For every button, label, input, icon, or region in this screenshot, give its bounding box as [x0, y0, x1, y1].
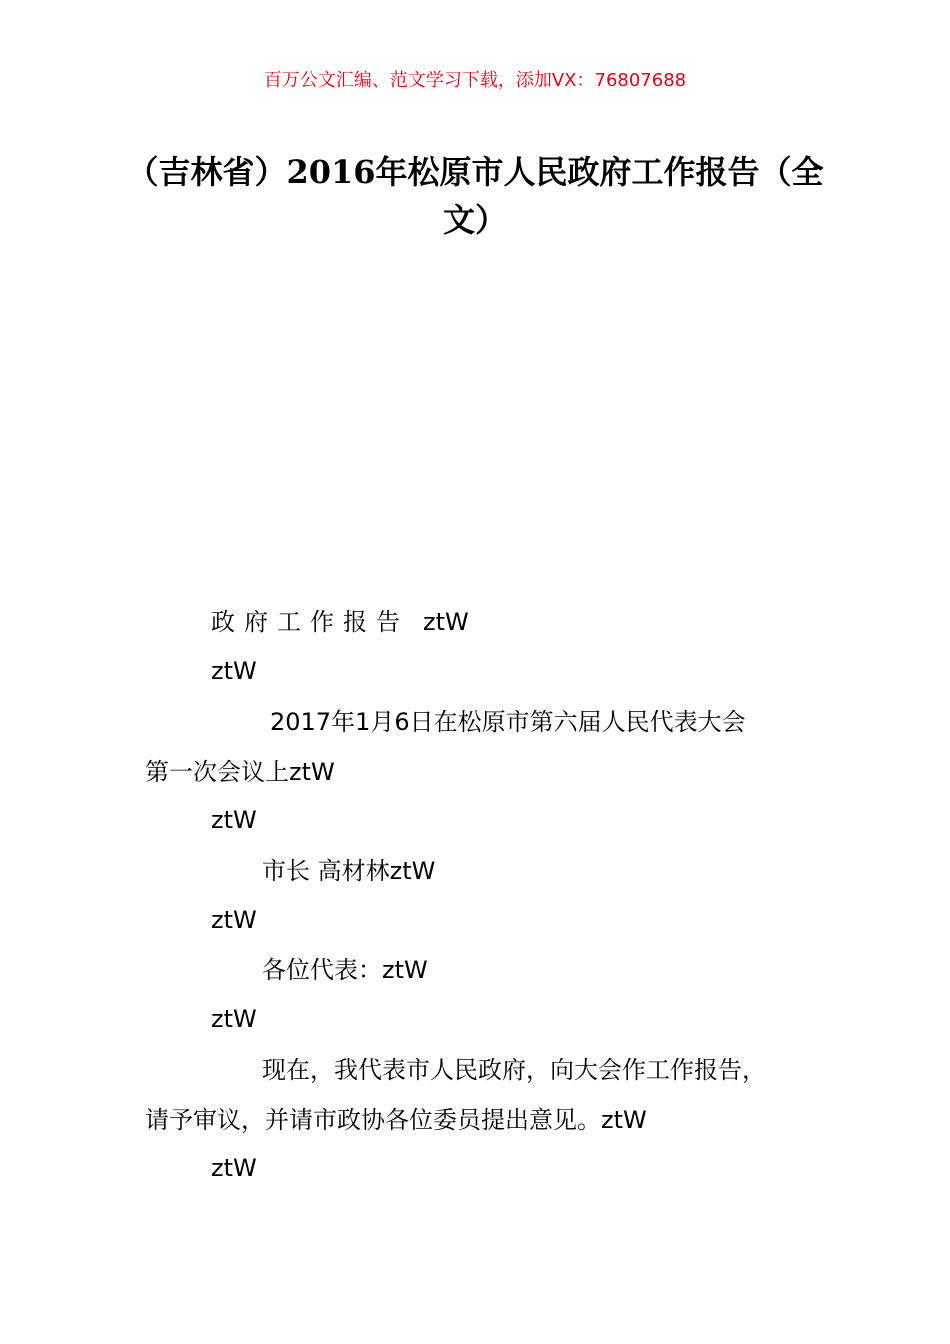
report-heading-suffix: ztW — [423, 608, 469, 636]
meeting-date-line: 2017年1月6日在松原市第六届人民代表大会 — [270, 708, 746, 736]
body-line: ztW — [211, 806, 257, 834]
speaker-line: 市长 高材林ztW — [262, 857, 436, 885]
body-line: ztW — [211, 657, 257, 685]
body-line: ztW — [211, 906, 257, 934]
header-note: 百万公文汇编、范文学习下载，添加VX：76807688 — [263, 70, 687, 91]
report-heading: 政府工作报告 — [211, 608, 409, 636]
report-heading-line — [211, 607, 469, 637]
body-line: ztW — [211, 1154, 257, 1182]
body-line: ztW — [211, 1005, 257, 1033]
meeting-name-line: 第一次会议上ztW — [145, 758, 335, 786]
document-title: （吉林省）2016年松原市人民政府工作报告（全文） — [126, 153, 824, 239]
paragraph-line: 现在，我代表市人民政府，向大会作工作报告， — [262, 1056, 766, 1084]
paragraph-line: 请予审议，并请市政协各位委员提出意见。ztW — [145, 1106, 647, 1134]
salutation-line: 各位代表：ztW — [262, 956, 428, 984]
